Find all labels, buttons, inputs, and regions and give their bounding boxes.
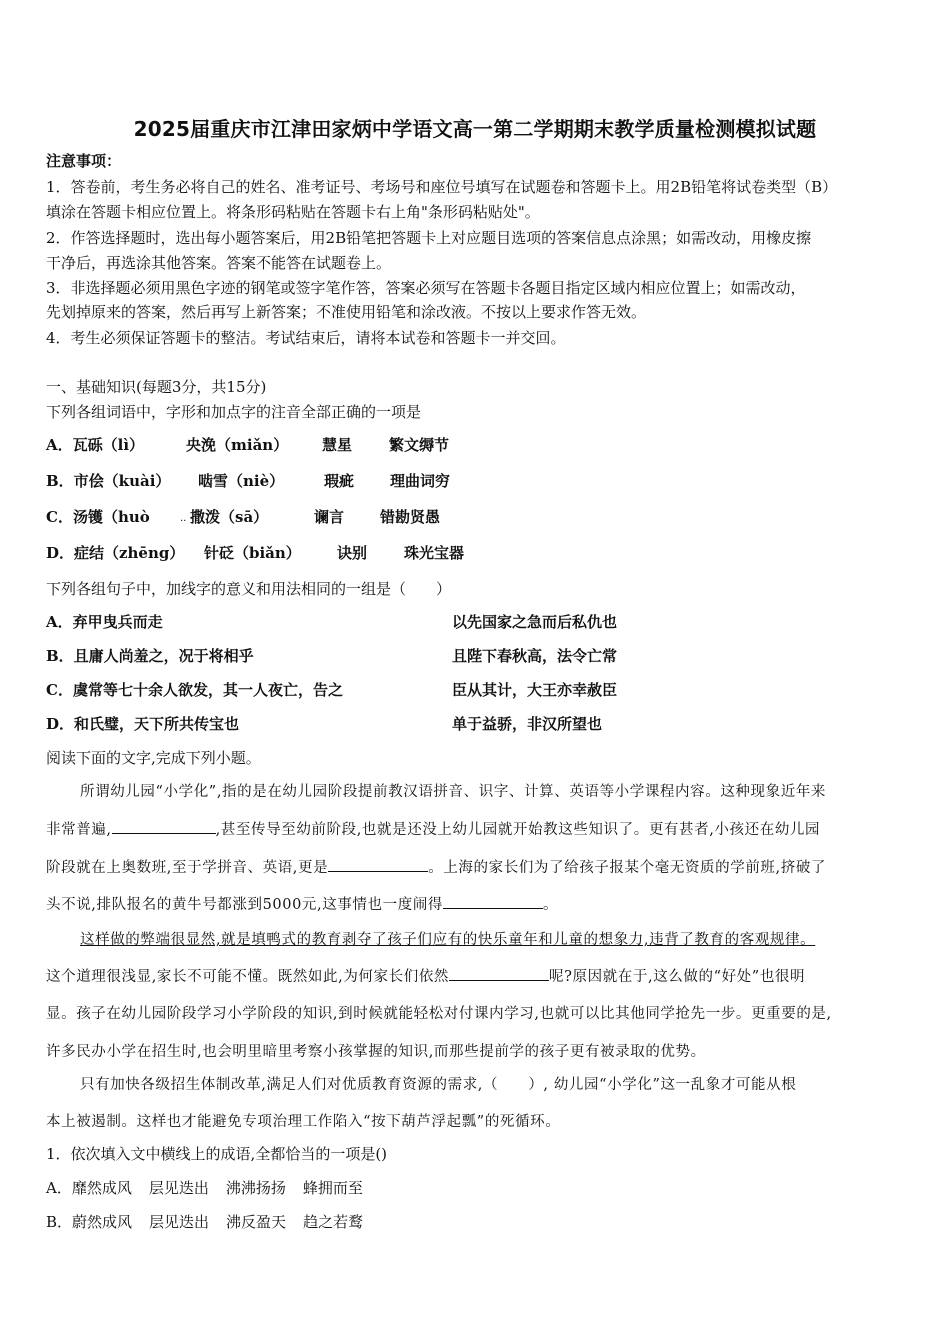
passage-text: 呢?原因就在于,这么做的“好处”也很明 xyxy=(549,969,806,985)
option-b-2: 层见迭出 xyxy=(149,1213,210,1231)
question-stem: 1．依次填入文中横线上的成语,全都恰当的一项是() xyxy=(46,1145,388,1163)
passage-line: 只有加快各级招生体制改革,满足人们对优质教育资源的需求,（ ）, 幼儿园“小学化”这一乱象才可能从根 xyxy=(80,1077,797,1093)
fill-blank xyxy=(443,895,543,909)
emphasis-dot: ·· xyxy=(180,516,187,527)
option-b-1: B．蔚然成风 xyxy=(46,1213,133,1231)
notice-line: 3．非选择题必须用黑色字迹的钢笔或签字笔作答，答案必须写在答题卡各题目指定区域内相应位置上；如需改动， xyxy=(46,279,806,297)
option-b-4: 趋之若鹜 xyxy=(303,1213,364,1231)
option-a-2: 央浼（miǎn） xyxy=(186,436,289,454)
option-c-3: 谰言 xyxy=(314,508,345,526)
option-a xyxy=(46,1177,363,1198)
passage-text: 阶段就在上奥数班,至于学拼音、英语,更是 xyxy=(46,860,329,876)
question-stem: 下列各组句子中，加线字的意义和用法相同的一组是（ ） xyxy=(46,580,452,598)
passage-text: ,甚至传导至幼前阶段,也就是还没上幼儿园就开始教这些知识了。更有甚者,小孩还在幼儿园 xyxy=(215,822,821,838)
option-a-right: 以先国家之急而后私仇也 xyxy=(452,613,618,631)
option-d-left: D．和氏璧，天下所共传宝也 xyxy=(46,715,240,733)
passage-text: 这个道理很浅显,家长不可能不懂。既然如此,为何家长们依然 xyxy=(46,969,450,985)
underlined-sentence: 这样做的弊端很显然,就是填鸭式的教育剥夺了孩子们应有的快乐童年和儿童的想象力,违背了教育的客观规律。 xyxy=(80,932,816,948)
notice-line: 2．作答选择题时，选出每小题答案后，用2B铅笔把答题卡上对应题目选项的答案信息点涂黑；如需改动，用橡皮擦 xyxy=(46,229,812,247)
option-b-right: 且陛下春秋高，法令亡常 xyxy=(452,647,618,665)
section-heading: 一、基础知识(每题3分，共15分) xyxy=(46,378,267,396)
fill-blank xyxy=(328,858,428,872)
option-c-4: 错勘贤愚 xyxy=(380,508,441,526)
option-a-3: 沸沸扬扬 xyxy=(225,1179,286,1197)
passage-line: 显。孩子在幼儿园阶段学习小学阶段的知识,到时候就能轻松对付课内学习,也就可以比其他同学抢先一步。更重要的是, xyxy=(46,1006,832,1022)
option-d-right: 单于益骄，非汉所望也 xyxy=(452,715,603,733)
passage-text: 。上海的家长们为了给孩子报某个毫无资质的学前班,挤破了 xyxy=(428,860,827,876)
option-b xyxy=(46,1211,363,1232)
option-a-1: A．瓦砾（lì） xyxy=(46,436,145,454)
option-b-2: 啮雪（niè） xyxy=(198,472,285,490)
option-d-1: D．症结（zhēng） xyxy=(46,544,185,562)
option-b-left: B．且庸人尚羞之，况于将相乎 xyxy=(46,647,254,665)
option-b-1: B．市侩（kuài） xyxy=(46,472,171,490)
reading-intro: 阅读下面的文字,完成下列小题。 xyxy=(46,749,261,767)
passage-text: 非常普遍, xyxy=(46,822,112,838)
passage-text: 头不说,排队报名的黄牛号都涨到5000元,这事情也一度闹得 xyxy=(46,897,444,913)
fill-blank xyxy=(112,820,216,834)
passage-line: 许多民办小学在招生时,也会明里暗里考察小孩掌握的知识,而那些提前学的孩子更有被录取的优势。 xyxy=(46,1044,706,1060)
option-a-4: 繁文缛节 xyxy=(389,436,450,454)
notice-line: 先划掉原来的答案，然后再写上新答案；不准使用铅笔和涂改液。不按以上要求作答无效。 xyxy=(46,303,647,321)
option-a-3: 慧星 xyxy=(322,436,353,454)
passage-line xyxy=(46,893,558,914)
option-a-4: 蜂拥而至 xyxy=(302,1179,363,1197)
option-d-4: 珠光宝器 xyxy=(404,544,465,562)
fill-blank xyxy=(449,967,549,981)
option-b-4: 理曲词穷 xyxy=(390,472,451,490)
passage-line: 本上被遏制。这样也才能避免专项治理工作陷入“按下葫芦浮起瓢”的死循环。 xyxy=(46,1114,561,1130)
option-d-2: 针砭（biǎn） xyxy=(204,544,301,562)
option-d-3: 诀别 xyxy=(337,544,368,562)
notice-line: 干净后，再选涂其他答案。答案不能答在试题卷上。 xyxy=(46,254,392,272)
page-title: 2025届重庆市江津田家炳中学语文高一第二学期期末教学质量检测模拟试题 xyxy=(133,117,817,141)
option-c-left: C．虞常等七十余人欲发，其一人夜亡，告之 xyxy=(46,681,343,699)
option-c-2: 撒泼（sā） xyxy=(190,508,269,526)
passage-text: 。 xyxy=(543,897,559,913)
passage-line xyxy=(46,856,826,877)
option-b-3: 瑕疵 xyxy=(324,472,355,490)
question-stem: 下列各组词语中，字形和加点字的注音全部正确的一项是 xyxy=(46,403,422,421)
option-c-right: 臣从其计，大王亦幸赦臣 xyxy=(452,681,618,699)
notice-heading: 注意事项： xyxy=(46,152,122,170)
passage-line: 所谓幼儿园“小学化”,指的是在幼儿园阶段提前教汉语拼音、识字、计算、英语等小学课程内容。这种现象近年来 xyxy=(80,784,827,800)
passage-line xyxy=(46,818,820,839)
option-c-1: C．汤镬（huò xyxy=(46,508,150,526)
notice-line: 填涂在答题卡相应位置上。将条形码粘贴在答题卡右上角"条形码粘贴处"。 xyxy=(46,203,540,221)
option-a-left: A．弃甲曳兵而走 xyxy=(46,613,163,631)
notice-line: 1．答卷前，考生务必将自己的姓名、准考证号、考场号和座位号填写在试题卷和答题卡上。用2B铅笔将试卷类型（B） xyxy=(46,178,838,196)
option-a-2: 层见迭出 xyxy=(148,1179,209,1197)
option-a-1: A．靡然成风 xyxy=(46,1179,132,1197)
option-b-3: 沸反盈天 xyxy=(226,1213,287,1231)
passage-line xyxy=(46,965,805,986)
notice-line: 4．考生必须保证答题卡的整洁。考试结束后，请将本试卷和答题卡一并交回。 xyxy=(46,329,566,347)
